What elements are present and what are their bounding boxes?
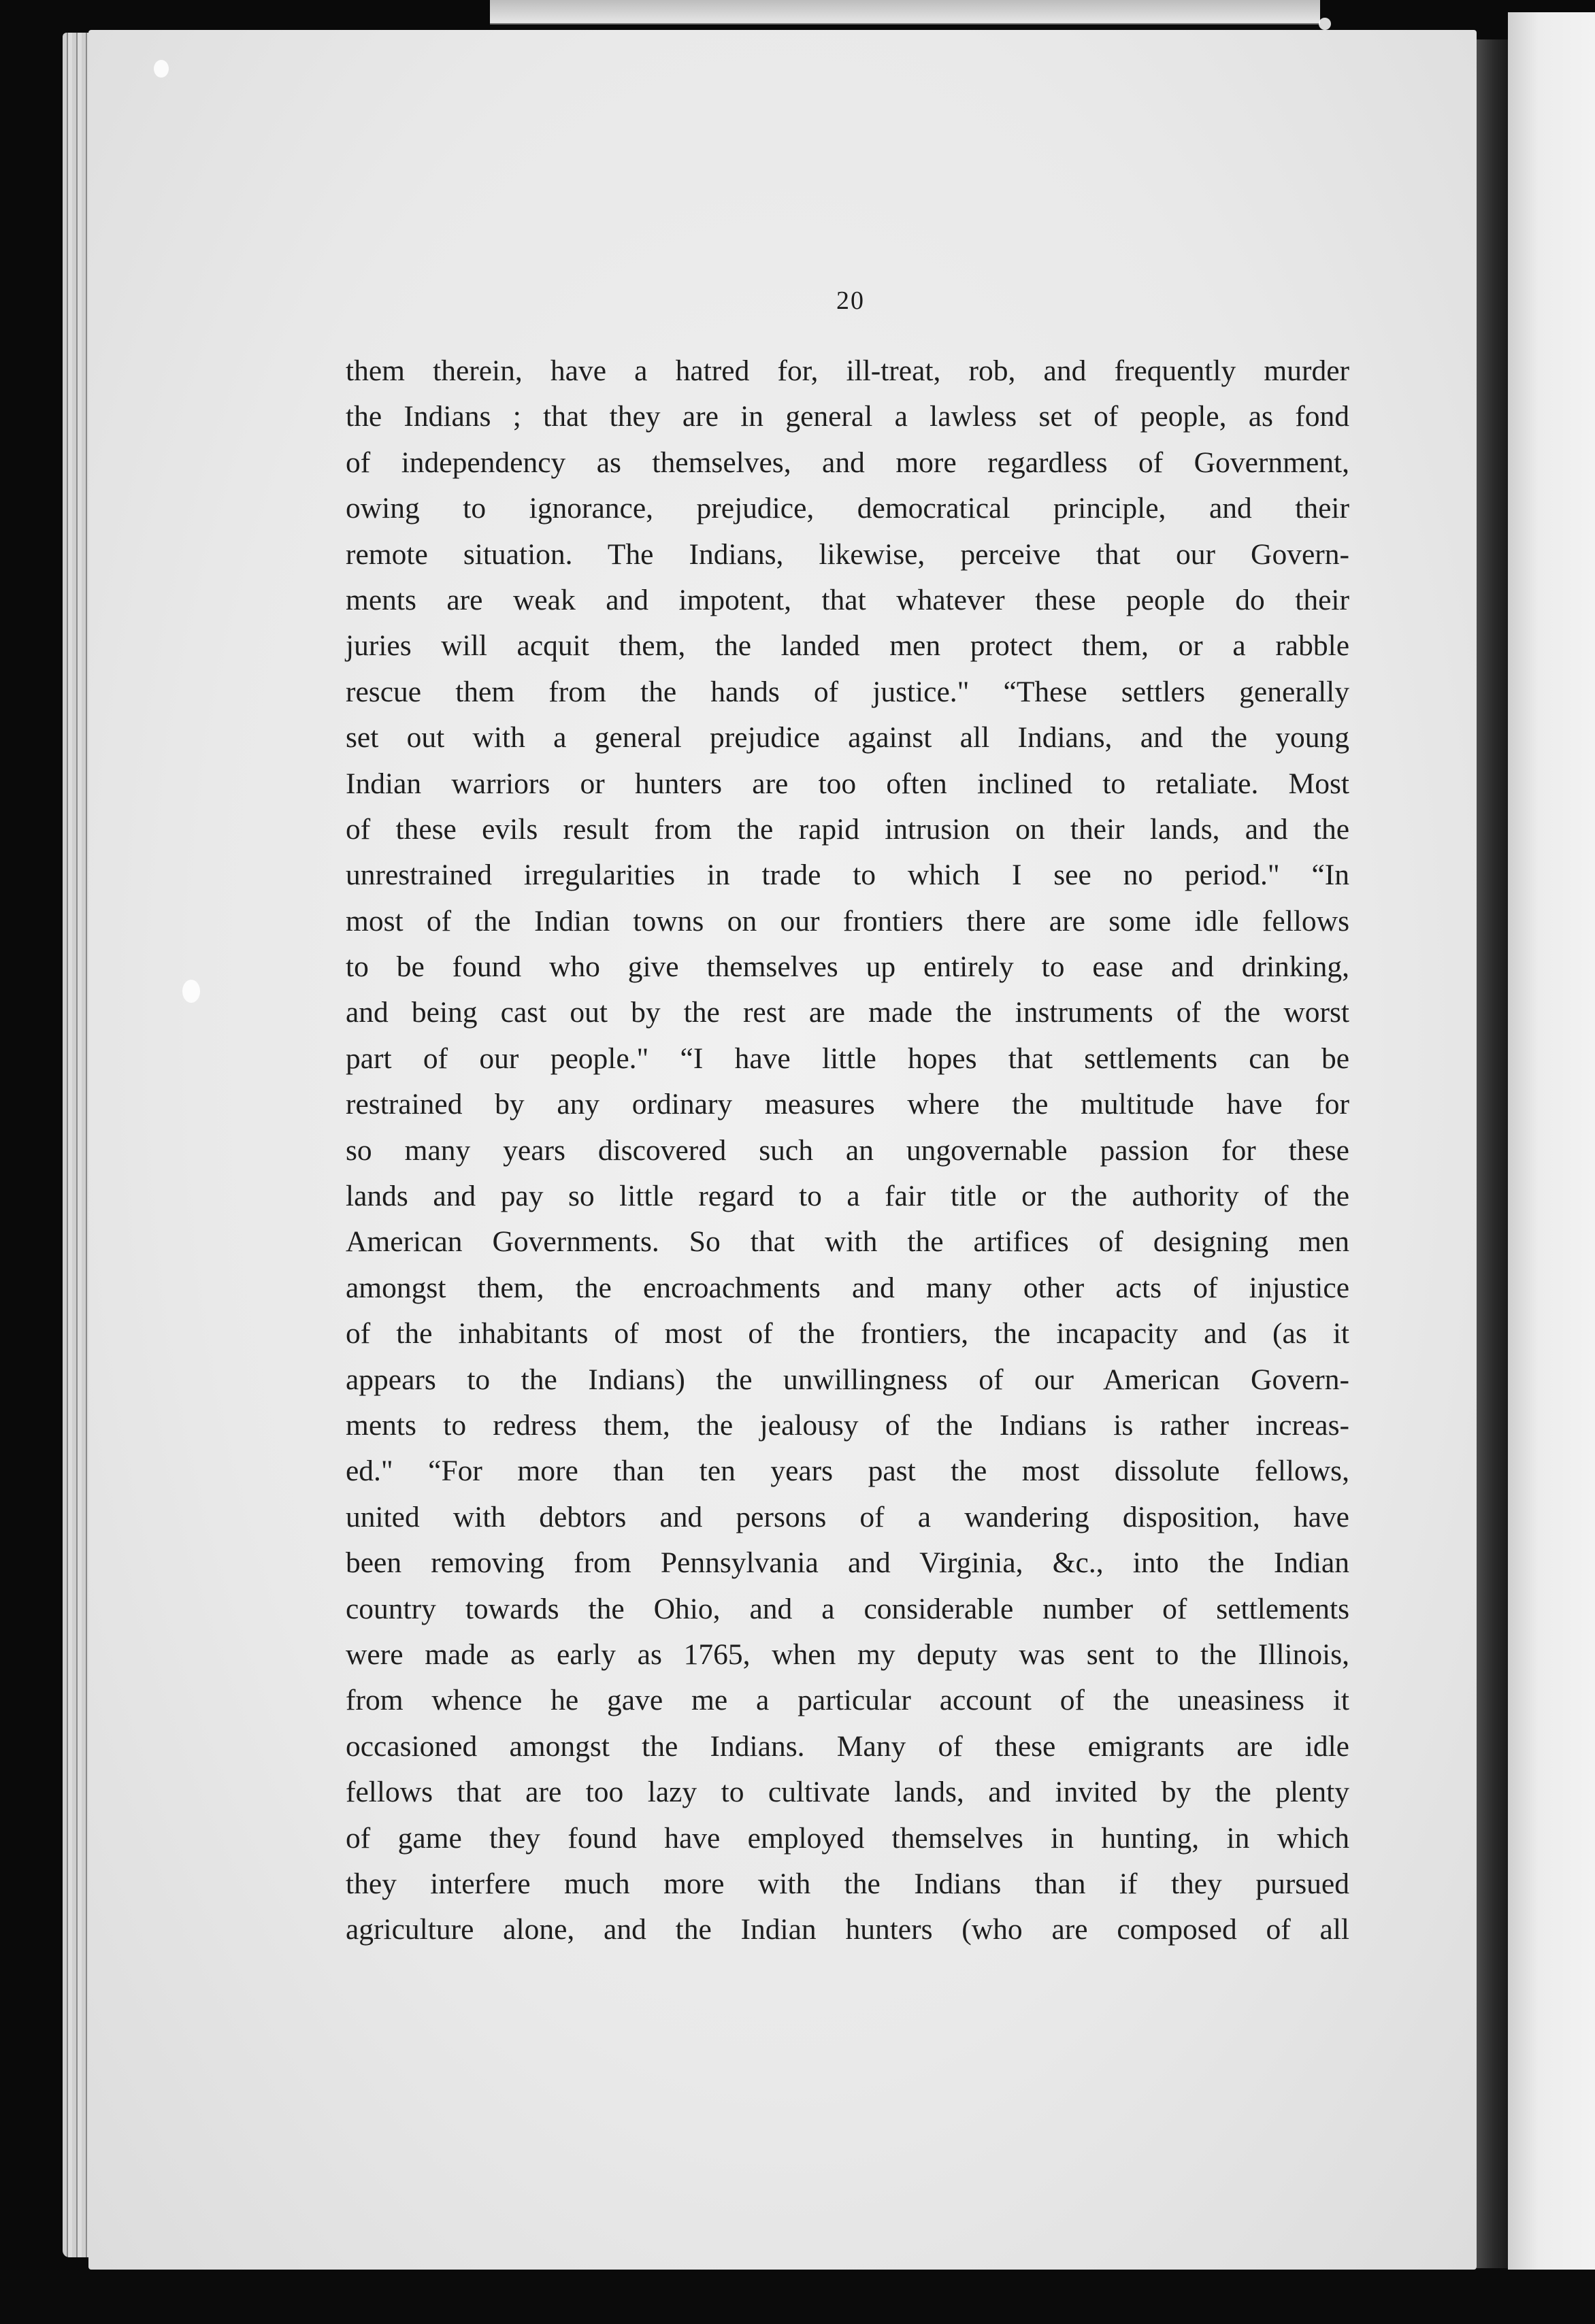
book-spine-shadow <box>1477 39 1508 2268</box>
text-line: from whence he gave me a particular account of the uneasiness it <box>346 1684 1349 1717</box>
top-page-strip <box>490 0 1320 24</box>
adjacent-page-edge <box>1508 12 1595 2271</box>
text-line: they interfere much more with the Indians than if they pursued <box>346 1867 1349 1900</box>
scan-bottom-margin <box>0 2270 1595 2324</box>
text-line: of the inhabitants of most of the frontiers, the incapacity and (as it <box>346 1317 1349 1350</box>
dust-speck <box>182 980 200 1003</box>
text-line: of game they found have employed themselves in hunting, in which <box>346 1821 1349 1855</box>
text-line: ed." “For more than ten years past the most dissolute fellows, <box>346 1455 1349 1488</box>
text-line: set out with a general prejudice against all Indians, and the young <box>346 721 1349 754</box>
text-line: so many years discovered such an ungovernable passion for these <box>346 1133 1349 1167</box>
text-line: united with debtors and persons of a wandering disposition, have <box>346 1500 1349 1533</box>
text-line: part of our people." “I have little hopes that settlements can be <box>346 1042 1349 1075</box>
text-line: them therein, have a hatred for, ill-treat, rob, and frequently murder <box>346 354 1349 387</box>
text-line: country towards the Ohio, and a considerable number of settlements <box>346 1592 1349 1625</box>
text-line: were made as early as 1765, when my deputy was sent to the Illinois, <box>346 1638 1349 1671</box>
body-text <box>346 348 1349 1953</box>
text-line: owing to ignorance, prejudice, democratical principle, and their <box>346 492 1349 525</box>
text-line: of these evils result from the rapid intrusion on their lands, and the <box>346 812 1349 846</box>
text-line: juries will acquit them, the landed men protect them, or a rabble <box>346 629 1349 663</box>
text-line: fellows that are too lazy to cultivate lands, and invited by the plenty <box>346 1776 1349 1809</box>
text-line: American Governments. So that with the artifices of designing men <box>346 1225 1349 1259</box>
text-line: ments are weak and impotent, that whatever these people do their <box>346 583 1349 616</box>
text-line: the Indians ; that they are in general a lawless set of people, as fond <box>346 400 1349 433</box>
text-line: rescue them from the hands of justice." “These settlers generally <box>346 675 1349 708</box>
text-line: to be found who give themselves up entirely to ease and drinking, <box>346 950 1349 984</box>
dust-speck <box>154 60 169 78</box>
text-line: restrained by any ordinary measures where the multitude have for <box>346 1088 1349 1121</box>
text-line: agriculture alone, and the Indian hunters (who are composed of all <box>346 1913 1349 1946</box>
text-line: of independency as themselves, and more regardless of Government, <box>346 446 1349 479</box>
text-line: and being cast out by the rest are made the instruments of the worst <box>346 996 1349 1029</box>
text-line: lands and pay so little regard to a fair title or the authority of the <box>346 1180 1349 1213</box>
text-line: ments to redress them, the jealousy of the Indians is rather increas- <box>346 1408 1349 1442</box>
text-line: been removing from Pennsylvania and Virginia, &c., into the Indian <box>346 1546 1349 1580</box>
text-line: most of the Indian towns on our frontiers there are some idle fellows <box>346 904 1349 937</box>
dust-speck <box>1319 18 1331 30</box>
text-line: occasioned amongst the Indians. Many of these emigrants are idle <box>346 1729 1349 1763</box>
text-line: unrestrained irregularities in trade to which I see no period." “In <box>346 859 1349 892</box>
text-line: appears to the Indians) the unwillingness of our American Govern- <box>346 1363 1349 1396</box>
page-number: 20 <box>836 286 865 315</box>
text-line: Indian warriors or hunters are too often inclined to retaliate. Most <box>346 767 1349 800</box>
text-line: remote situation. The Indians, likewise, perceive that our Govern- <box>346 537 1349 571</box>
text-line: amongst them, the encroachments and many other acts of injustice <box>346 1271 1349 1304</box>
